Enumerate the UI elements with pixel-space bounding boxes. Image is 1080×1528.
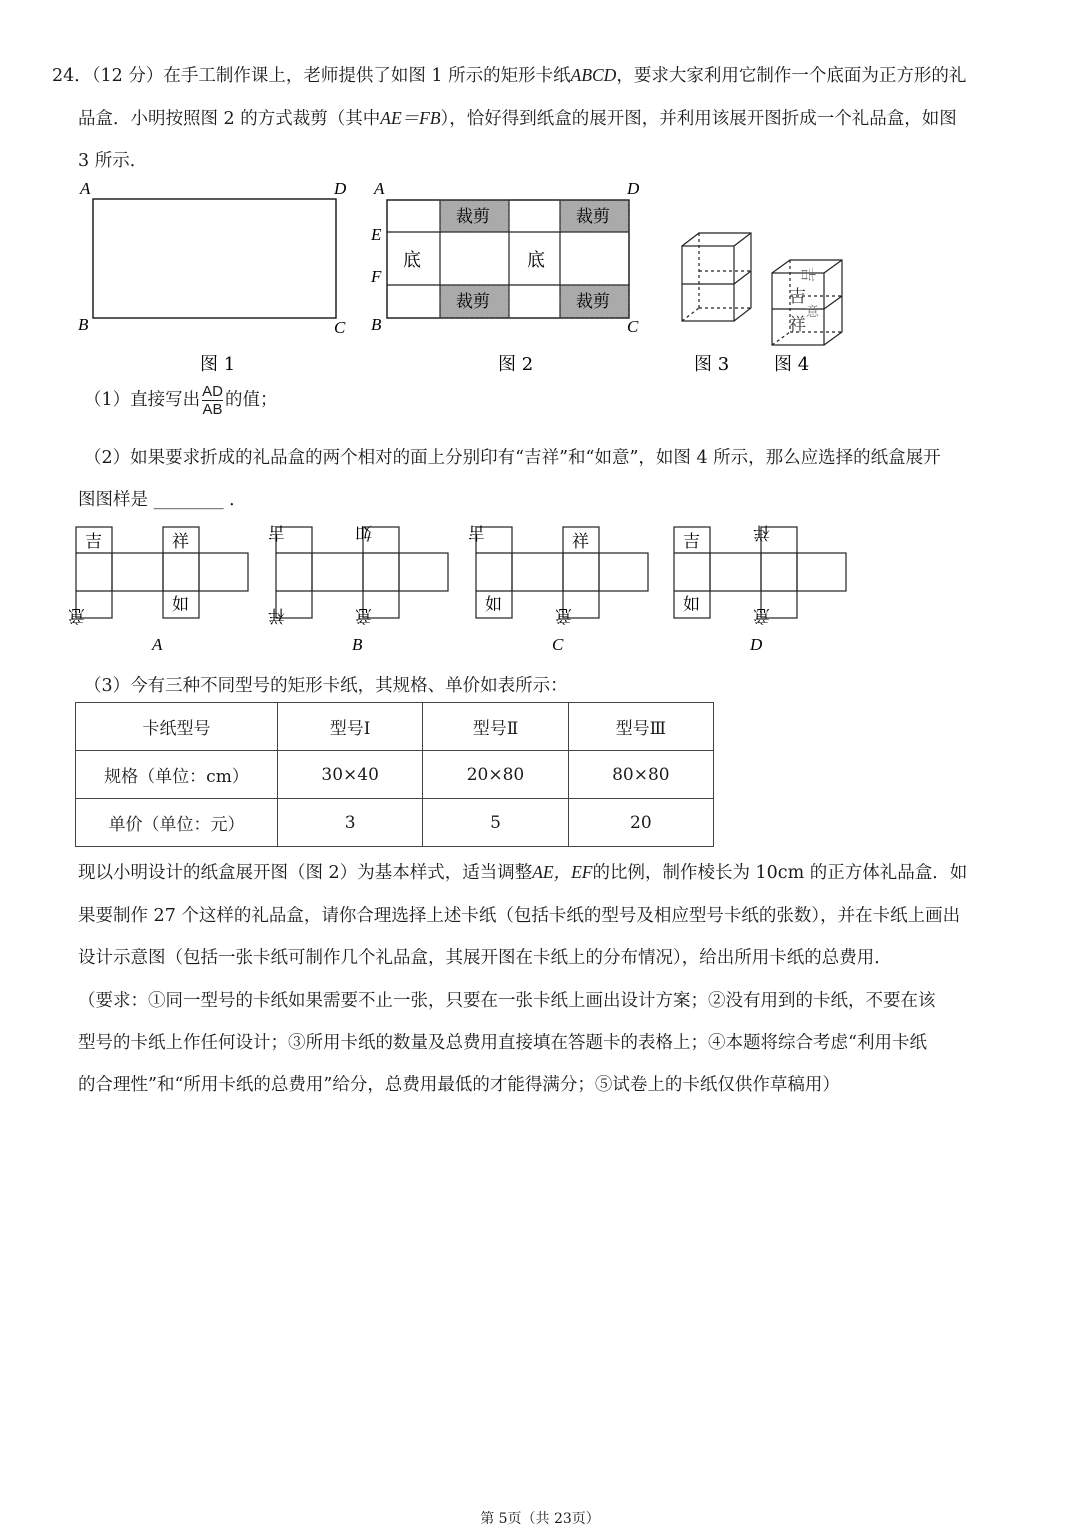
- svg-text:B: B: [78, 315, 89, 334]
- svg-text:裁剪: 裁剪: [576, 292, 610, 312]
- net-options: [0, 520, 1080, 660]
- option-b-net: [268, 522, 448, 654]
- svg-text:F: F: [371, 267, 382, 286]
- svg-text:D: D: [627, 179, 640, 198]
- figure-2: [370, 179, 640, 375]
- sub-question-1: （1）直接写出 $\frac{AD}{AB}$ 的值；: [84, 383, 278, 418]
- svg-text:C: C: [627, 317, 639, 336]
- svg-text:吉: 吉: [799, 267, 817, 283]
- sub-question-2-line-1: （2）如果要求折成的礼品盒的两个相对的面上分别印有“吉祥”和“如意”，如图 4 所示，那么应选择的纸盒展开: [84, 448, 941, 468]
- figures-1-to-4: [0, 170, 1080, 380]
- page-footer: 第 5页（共 23页）: [480, 1511, 600, 1527]
- svg-text:C: C: [334, 318, 346, 337]
- sub-question-3-para-1: 现以小明设计的纸盒展开图（图 2）为基本样式，适当调整AE，EF的比例，制作棱长为 10cm 的正方体礼品盒．如: [78, 862, 968, 883]
- svg-text:裁剪: 裁剪: [456, 207, 490, 227]
- svg-text:吉: 吉: [683, 532, 700, 552]
- question-line-3: 3 所示．: [78, 151, 148, 171]
- requirements-line-1: （要求：①同一型号的卡纸如果需要不止一张，只要在一张卡纸上画出设计方案；②没有用到的卡纸，不要在该: [78, 991, 936, 1011]
- svg-text:意: 意: [68, 605, 85, 625]
- svg-text:C: C: [552, 635, 564, 654]
- svg-text:吉: 吉: [268, 522, 285, 542]
- svg-text:底: 底: [527, 250, 545, 271]
- figure-1: [78, 179, 347, 375]
- option-a-net: [68, 527, 248, 654]
- card-spec-table: [75, 702, 714, 847]
- svg-text:意: 意: [806, 305, 820, 320]
- fig3-caption: 图 3: [694, 354, 730, 375]
- svg-text:B: B: [352, 635, 363, 654]
- option-c-net: [468, 522, 648, 654]
- svg-text:意: 意: [555, 605, 572, 625]
- svg-text:祥: 祥: [268, 605, 285, 625]
- svg-text:祥: 祥: [572, 532, 589, 552]
- answer-blank[interactable]: ________: [153, 490, 224, 510]
- svg-text:D: D: [750, 635, 763, 654]
- figure-4: [772, 260, 842, 375]
- sub-question-3-para-3: 设计示意图（包括一张卡纸可制作几个礼品盒，其展开图在卡纸上的分布情况），给出所用卡纸的总费用．: [78, 948, 892, 968]
- svg-text:D: D: [334, 179, 347, 198]
- fraction-ad-ab: $\frac{AD}{AB}$: [202, 383, 223, 418]
- question-line-1: 24．（12 分）在手工制作课上，老师提供了如图 1 所示的矩形卡纸ABCD，要求大家利用它制作一个底面为正方形的礼: [52, 65, 967, 86]
- requirements-line-2: 型号的卡纸上作任何设计；③所用卡纸的数量及总费用直接填在答题卡的表格上；④本题将综合考虑“利用卡纸: [78, 1033, 927, 1053]
- svg-text:吉: 吉: [789, 287, 806, 307]
- svg-text:如: 如: [683, 595, 700, 615]
- svg-text:祥: 祥: [753, 522, 770, 542]
- table-row: 单价（单位：元） 3 5 20: [76, 799, 714, 847]
- svg-text:E: E: [371, 225, 382, 244]
- svg-text:裁剪: 裁剪: [576, 207, 610, 227]
- table-header-row: 卡纸型号 型号Ⅰ 型号Ⅱ 型号Ⅲ: [76, 703, 714, 751]
- svg-text:意: 意: [753, 605, 770, 625]
- sub-question-2-line-2: 图图样是 ________ ．: [78, 490, 247, 510]
- fig4-caption: 图 4: [774, 354, 810, 375]
- svg-text:吉: 吉: [468, 522, 485, 542]
- fig2-caption: 图 2: [498, 354, 534, 375]
- svg-text:A: A: [152, 635, 163, 654]
- svg-text:如: 如: [355, 522, 372, 542]
- fig1-caption: 图 1: [200, 354, 236, 375]
- svg-text:裁剪: 裁剪: [456, 292, 490, 312]
- svg-text:底: 底: [403, 250, 421, 271]
- svg-text:吉: 吉: [85, 532, 102, 552]
- svg-text:如: 如: [172, 595, 189, 615]
- sub-question-3-intro: （3）今有三种不同型号的矩形卡纸，其规格、单价如表所示：: [84, 676, 568, 696]
- svg-text:B: B: [371, 315, 382, 334]
- question-number: 24．: [52, 66, 92, 86]
- table-row: 规格（单位：cm） 30×40 20×80 80×80: [76, 751, 714, 799]
- svg-text:祥: 祥: [172, 532, 189, 552]
- figure-3: [682, 233, 751, 321]
- svg-text:祥: 祥: [789, 315, 806, 335]
- requirements-line-3: 的合理性”和“所用卡纸的总费用”给分，总费用最低的才能得满分；⑤试卷上的卡纸仅供作草稿用）: [78, 1075, 840, 1095]
- sub-question-3-para-2: 果要制作 27 个这样的礼品盒，请你合理选择上述卡纸（包括卡纸的型号及相应型号卡纸的张数），并在卡纸上画出: [78, 906, 961, 926]
- question-line-2: 品盒．小明按照图 2 的方式裁剪（其中AE＝FB），恰好得到纸盒的展开图，并利用该展开图折成一个礼品盒，如图: [78, 108, 957, 129]
- svg-text:A: A: [374, 179, 385, 198]
- svg-text:意: 意: [355, 605, 372, 625]
- svg-text:如: 如: [485, 595, 502, 615]
- svg-text:A: A: [80, 179, 91, 198]
- option-d-net: [674, 522, 846, 654]
